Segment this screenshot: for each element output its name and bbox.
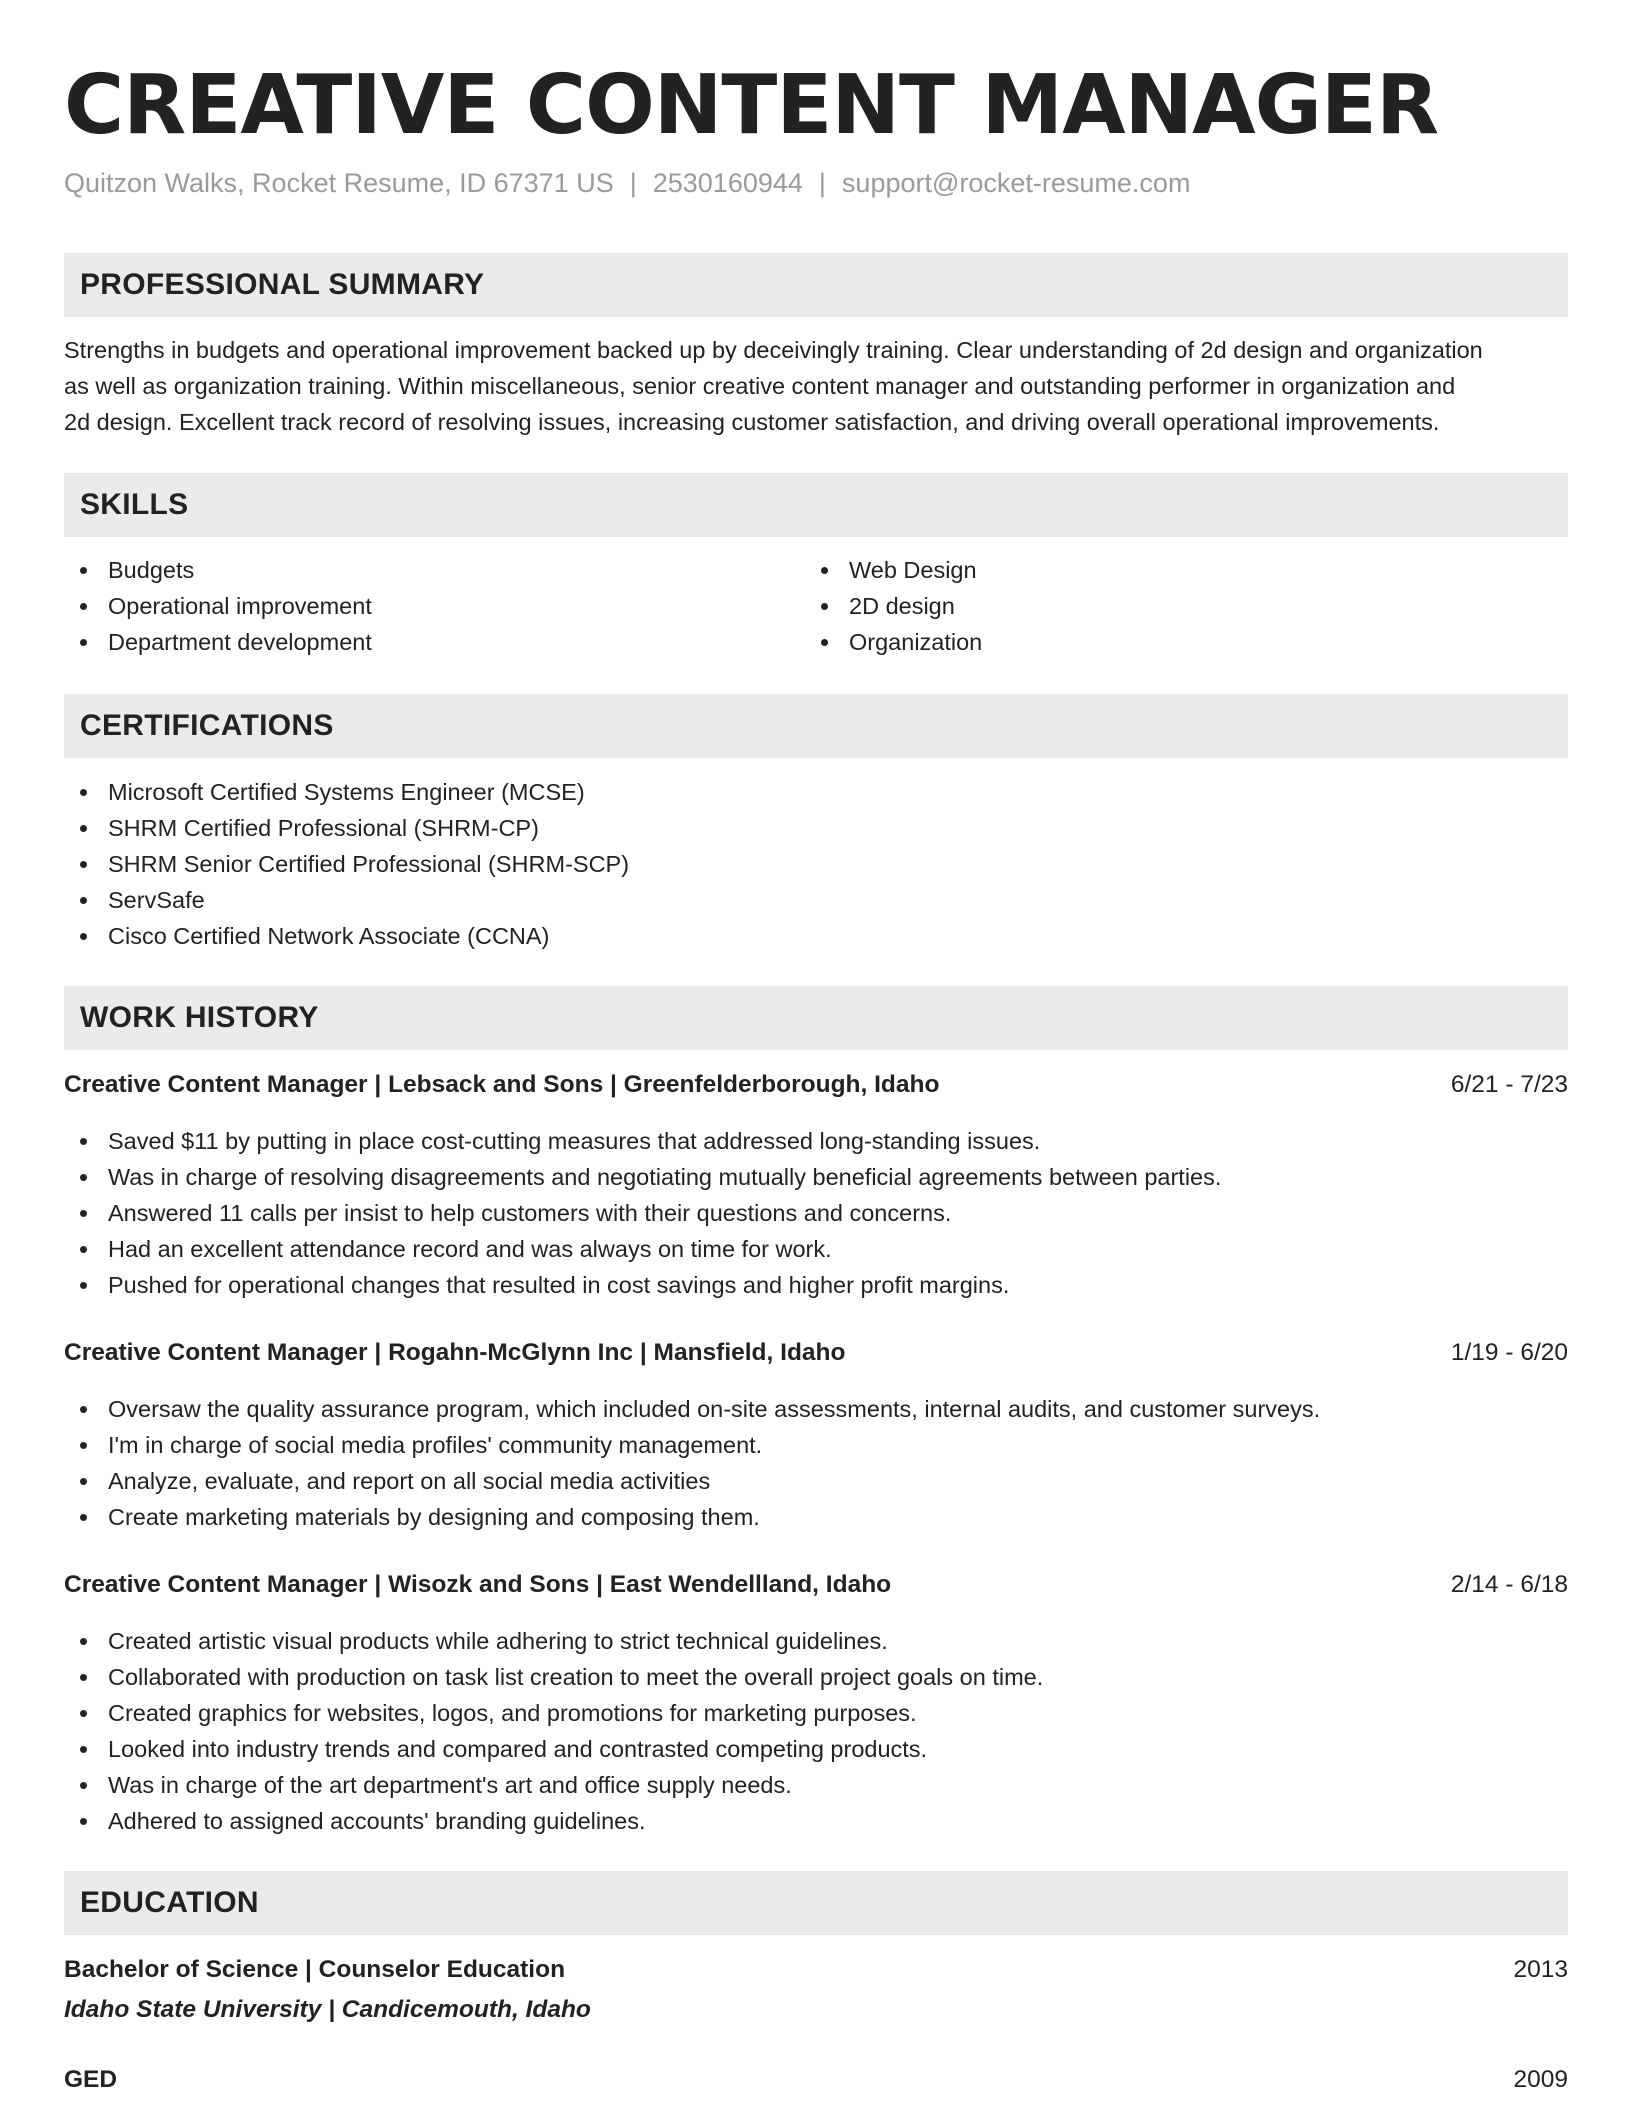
job-title: Creative Content Manager | Lebsack and Sons | Greenfelderborough, Idaho: [64, 1071, 940, 1098]
summary-line: Strengths in budgets and operational improvement backed up by deceivingly training. Clear understanding of 2d design and organization: [64, 337, 1483, 363]
list-item: Microsoft Certified Systems Engineer (MCSE): [64, 774, 629, 810]
list-item: Pushed for operational changes that resulted in cost savings and higher profit margins.: [64, 1267, 1221, 1303]
section-header-education: [64, 1871, 1568, 1935]
summary-paragraph: [64, 332, 1568, 440]
section-header-summary: [64, 253, 1568, 317]
list-item: Analyze, evaluate, and report on all social media activities: [64, 1463, 1320, 1499]
job-dates: 1/19 - 6/20: [1450, 1339, 1568, 1366]
job-dates: 2/14 - 6/18: [1450, 1571, 1568, 1598]
list-item: Cisco Certified Network Associate (CCNA): [64, 918, 629, 954]
list-item: Was in charge of the art department's art and office supply needs.: [64, 1767, 1043, 1803]
job-bullets: [64, 1391, 1320, 1535]
candidate-name: CREATIVE CONTENT MANAGER: [64, 58, 1439, 153]
job-title: Creative Content Manager | Rogahn-McGlynn Inc | Mansfield, Idaho: [64, 1339, 846, 1366]
education-year: 2009: [1513, 2066, 1568, 2093]
list-item: Organization: [805, 624, 982, 660]
list-item: Oversaw the quality assurance program, which included on-site assessments, internal audits, and customer surveys.: [64, 1391, 1320, 1427]
section-title: CERTIFICATIONS: [80, 709, 334, 742]
list-item: Create marketing materials by designing and composing them.: [64, 1499, 1320, 1535]
list-item: Department development: [64, 624, 372, 660]
section-header-certifications: [64, 694, 1568, 758]
list-item: Operational improvement: [64, 588, 372, 624]
skills-list-right: [805, 552, 982, 660]
job-title: Creative Content Manager | Wisozk and Sons | East Wendellland, Idaho: [64, 1571, 892, 1598]
contact-line: [64, 168, 1190, 199]
certifications-list: [64, 774, 629, 954]
list-item: Budgets: [64, 552, 372, 588]
list-item: Saved $11 by putting in place cost-cutting measures that addressed long-standing issues.: [64, 1123, 1221, 1159]
skills-list-left: [64, 552, 372, 660]
summary-line: 2d design. Excellent track record of resolving issues, increasing customer satisfaction, and driving overall operational improvements.: [64, 409, 1440, 435]
list-item: ServSafe: [64, 882, 629, 918]
education-school: Idaho State University | Candicemouth, Idaho: [64, 1996, 591, 2023]
section-title: EDUCATION: [80, 1886, 259, 1919]
section-header-work-history: [64, 986, 1568, 1050]
list-item: Answered 11 calls per insist to help customers with their questions and concerns.: [64, 1195, 1221, 1231]
education-degree: GED: [64, 2066, 118, 2093]
list-item: Had an excellent attendance record and was always on time for work.: [64, 1231, 1221, 1267]
education-year: 2013: [1513, 1956, 1568, 1983]
section-title: SKILLS: [80, 488, 189, 521]
list-item: SHRM Certified Professional (SHRM-CP): [64, 810, 629, 846]
job-bullets: [64, 1623, 1043, 1839]
list-item: Adhered to assigned accounts' branding guidelines.: [64, 1803, 1043, 1839]
list-item: Web Design: [805, 552, 982, 588]
list-item: Looked into industry trends and compared and contrasted competing products.: [64, 1731, 1043, 1767]
education-degree: Bachelor of Science | Counselor Education: [64, 1956, 566, 1983]
contact-phone: 2530160944: [652, 168, 803, 198]
contact-address: Quitzon Walks, Rocket Resume, ID 67371 US: [64, 168, 614, 198]
summary-line: as well as organization training. Within miscellaneous, senior creative content manager and outstanding performer in organization and: [64, 373, 1456, 399]
section-header-skills: [64, 473, 1568, 537]
section-title: PROFESSIONAL SUMMARY: [80, 268, 485, 301]
job-dates: 6/21 - 7/23: [1450, 1071, 1568, 1098]
list-item: Was in charge of resolving disagreements and negotiating mutually beneficial agreements between parties.: [64, 1159, 1221, 1195]
contact-separator: |: [818, 168, 826, 198]
list-item: 2D design: [805, 588, 982, 624]
list-item: Created graphics for websites, logos, and promotions for marketing purposes.: [64, 1695, 1043, 1731]
list-item: I'm in charge of social media profiles' community management.: [64, 1427, 1320, 1463]
job-bullets: [64, 1123, 1221, 1303]
list-item: Collaborated with production on task list creation to meet the overall project goals on time.: [64, 1659, 1043, 1695]
section-title: WORK HISTORY: [80, 1001, 319, 1034]
contact-email: support@rocket-resume.com: [841, 168, 1191, 198]
list-item: Created artistic visual products while adhering to strict technical guidelines.: [64, 1623, 1043, 1659]
contact-separator: |: [629, 168, 637, 198]
list-item: SHRM Senior Certified Professional (SHRM-SCP): [64, 846, 629, 882]
